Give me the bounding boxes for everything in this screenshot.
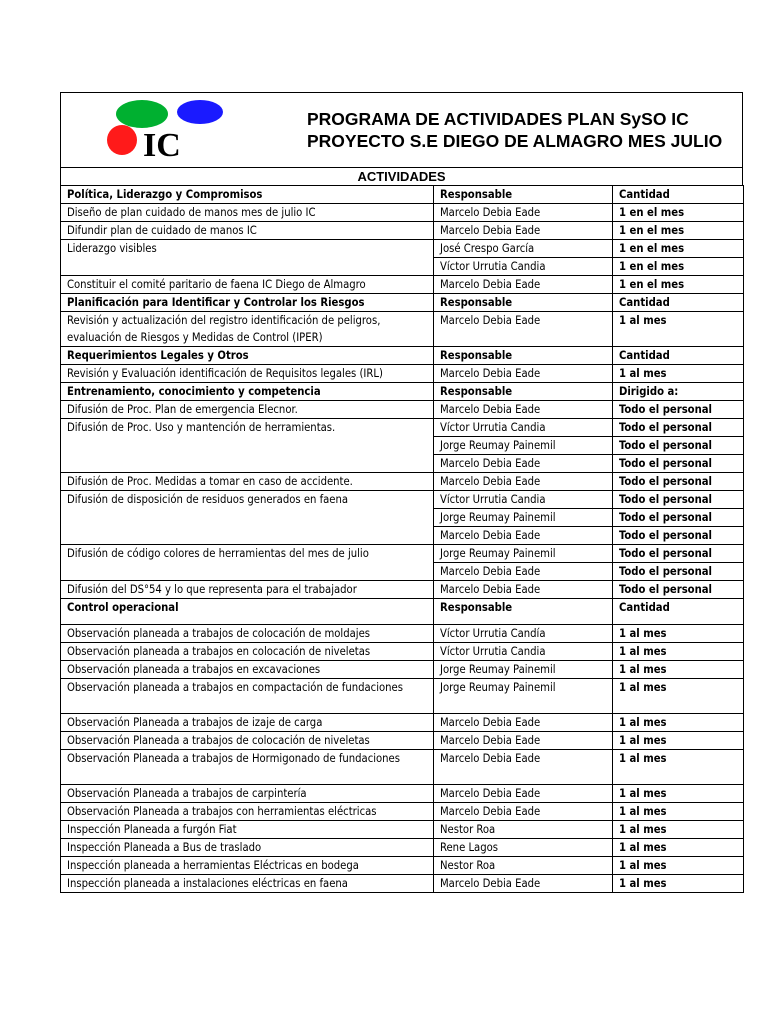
responsible-header-cell: Responsable [434,186,613,204]
table-section-heading-row [61,347,744,365]
quantity-cell: 1 en el mes [613,204,744,222]
responsible-header-cell: Responsable [434,383,613,401]
table-row [61,222,744,240]
responsible-cell: Marcelo Debia Eade [434,732,613,750]
activity-cell: Inspección Planeada a Bus de traslado [61,839,434,857]
activity-cell: Difusión de Proc. Plan de emergencia Elecnor. [61,401,434,419]
quantity-header-cell: Cantidad [613,294,744,312]
section-title: ACTIVIDADES [60,167,743,185]
activity-cell: Diseño de plan cuidado de manos mes de julio IC [61,204,434,222]
activity-cell: Inspección planeada a instalaciones eléctricas en faena [61,875,434,893]
table-row [61,276,744,294]
table-row [61,732,744,750]
table-row [61,661,744,679]
section-heading-cell: Requerimientos Legales y Otros [61,347,434,365]
quantity-cell: Todo el personal [613,419,744,437]
activity-cell: Observación Planeada a trabajos de colocación de niveletas [61,732,434,750]
table-row [61,365,744,383]
table-section-heading-row [61,186,744,204]
quantity-cell: Todo el personal [613,509,744,527]
section-heading-cell: Entrenamiento, conocimiento y competencia [61,383,434,401]
quantity-cell: 1 en el mes [613,276,744,294]
logo-text: IC [143,127,181,163]
activity-cell: Observación Planeada a trabajos de izaje de carga [61,714,434,732]
quantity-cell: Todo el personal [613,455,744,473]
table-section-heading-row [61,599,744,625]
quantity-cell: 1 al mes [613,365,744,383]
table-row [61,419,744,437]
responsible-cell: Marcelo Debia Eade [434,714,613,732]
quantity-cell: 1 al mes [613,643,744,661]
table-section-heading-row [61,383,744,401]
quantity-cell: 1 en el mes [613,258,744,276]
quantity-cell: 1 al mes [613,875,744,893]
responsible-cell: José Crespo García [434,240,613,258]
quantity-cell: 1 al mes [613,625,744,643]
responsible-cell: Jorge Reumay Painemil [434,679,613,714]
responsible-cell: Víctor Urrutia Candia [434,491,613,509]
responsible-cell: Marcelo Debia Eade [434,276,613,294]
activity-cell: Observación planeada a trabajos de colocación de moldajes [61,625,434,643]
activity-cell: Observación planeada a trabajos en excavaciones [61,661,434,679]
responsible-cell: Marcelo Debia Eade [434,473,613,491]
quantity-cell: Todo el personal [613,437,744,455]
company-logo [105,99,225,163]
quantity-cell: Todo el personal [613,401,744,419]
responsible-cell: Marcelo Debia Eade [434,312,613,347]
table-row [61,750,744,785]
quantity-cell: Todo el personal [613,545,744,563]
quantity-cell: 1 al mes [613,857,744,875]
activity-cell: Difusión del DS°54 y lo que representa para el trabajador [61,581,434,599]
quantity-cell: Todo el personal [613,491,744,509]
activity-cell: Difusión de disposición de residuos generados en faena [61,491,434,545]
responsible-cell: Rene Lagos [434,839,613,857]
document-title-line1: PROGRAMA DE ACTIVIDADES PLAN SySO IC [307,109,689,129]
activity-cell: Constituir el comité paritario de faena IC Diego de Almagro [61,276,434,294]
title-cell [291,93,742,167]
activity-cell: Difundir plan de cuidado de manos IC [61,222,434,240]
responsible-cell: Marcelo Debia Eade [434,785,613,803]
responsible-cell: Marcelo Debia Eade [434,365,613,383]
quantity-cell: 1 al mes [613,312,744,347]
logo-border-gap [61,93,95,101]
table-section-heading-row [61,294,744,312]
quantity-header-cell: Cantidad [613,186,744,204]
activity-cell: Inspección planeada a herramientas Eléctricas en bodega [61,857,434,875]
table-row [61,785,744,803]
table-row [61,491,744,509]
quantity-header-cell: Dirigido a: [613,383,744,401]
table-row [61,625,744,643]
activity-cell: Observación Planeada a trabajos con herramientas eléctricas [61,803,434,821]
responsible-header-cell: Responsable [434,347,613,365]
responsible-cell: Marcelo Debia Eade [434,527,613,545]
table-row [61,401,744,419]
table-row [61,581,744,599]
activity-cell: Liderazgo visibles [61,240,434,276]
responsible-cell: Marcelo Debia Eade [434,401,613,419]
table-row [61,803,744,821]
activity-cell: Difusión de código colores de herramientas del mes de julio [61,545,434,581]
responsible-cell: Víctor Urrutia Candía [434,625,613,643]
activity-program-sheet [60,92,743,893]
table-row [61,545,744,563]
responsible-cell: Jorge Reumay Painemil [434,437,613,455]
quantity-cell: 1 al mes [613,750,744,785]
quantity-cell: 1 al mes [613,714,744,732]
quantity-cell: 1 al mes [613,839,744,857]
responsible-cell: Nestor Roa [434,857,613,875]
responsible-cell: Marcelo Debia Eade [434,222,613,240]
section-heading-cell: Planificación para Identificar y Controlar los Riesgos [61,294,434,312]
table-row [61,857,744,875]
responsible-cell: Marcelo Debia Eade [434,750,613,785]
responsible-header-cell: Responsable [434,599,613,625]
quantity-cell: 1 al mes [613,821,744,839]
logo-cell [61,93,291,167]
table-row [61,839,744,857]
activity-cell: Revisión y Evaluación identificación de Requisitos legales (IRL) [61,365,434,383]
responsible-cell: Marcelo Debia Eade [434,455,613,473]
quantity-cell: 1 al mes [613,803,744,821]
logo-red-circle [107,125,137,155]
activity-cell: Observación Planeada a trabajos de carpintería [61,785,434,803]
responsible-cell: Marcelo Debia Eade [434,803,613,821]
quantity-header-cell: Cantidad [613,599,744,625]
responsible-cell: Marcelo Debia Eade [434,581,613,599]
activity-cell: Observación Planeada a trabajos de Hormigonado de fundaciones [61,750,434,785]
responsible-cell: Marcelo Debia Eade [434,563,613,581]
activity-cell: Observación planeada a trabajos en colocación de niveletas [61,643,434,661]
responsible-cell: Víctor Urrutia Candia [434,258,613,276]
logo-green-ellipse [116,100,168,128]
responsible-cell: Marcelo Debia Eade [434,875,613,893]
table-row [61,473,744,491]
quantity-cell: Todo el personal [613,581,744,599]
section-heading-cell: Política, Liderazgo y Compromisos [61,186,434,204]
activity-cell: Inspección Planeada a furgón Fiat [61,821,434,839]
quantity-cell: 1 en el mes [613,222,744,240]
activity-cell: Difusión de Proc. Uso y mantención de herramientas. [61,419,434,473]
responsible-cell: Jorge Reumay Painemil [434,509,613,527]
activity-cell: Difusión de Proc. Medidas a tomar en caso de accidente. [61,473,434,491]
document-title-line2: PROYECTO S.E DIEGO DE ALMAGRO MES JULIO [307,131,723,151]
quantity-cell: Todo el personal [613,473,744,491]
activities-table [60,185,744,893]
table-row [61,240,744,258]
responsible-cell: Jorge Reumay Painemil [434,661,613,679]
quantity-cell: 1 al mes [613,785,744,803]
quantity-cell: 1 al mes [613,732,744,750]
responsible-cell: Víctor Urrutia Candia [434,643,613,661]
quantity-cell: Todo el personal [613,563,744,581]
quantity-cell: 1 al mes [613,661,744,679]
table-row [61,312,744,347]
responsible-header-cell: Responsable [434,294,613,312]
responsible-cell: Marcelo Debia Eade [434,204,613,222]
table-row [61,204,744,222]
responsible-cell: Nestor Roa [434,821,613,839]
quantity-cell: 1 al mes [613,679,744,714]
responsible-cell: Jorge Reumay Painemil [434,545,613,563]
table-row [61,714,744,732]
table-row [61,679,744,714]
responsible-cell: Víctor Urrutia Candia [434,419,613,437]
quantity-cell: 1 en el mes [613,240,744,258]
section-heading-cell: Control operacional [61,599,434,625]
table-row [61,875,744,893]
table-row [61,821,744,839]
quantity-header-cell: Cantidad [613,347,744,365]
activity-cell: Observación planeada a trabajos en compactación de fundaciones [61,679,434,714]
quantity-cell: Todo el personal [613,527,744,545]
logo-blue-ellipse [177,100,223,124]
activity-cell: Revisión y actualización del registro identificación de peligros, evaluación de Riesgos y Medidas de Control (IPER) [61,312,434,347]
document-header [60,92,743,167]
table-row [61,643,744,661]
